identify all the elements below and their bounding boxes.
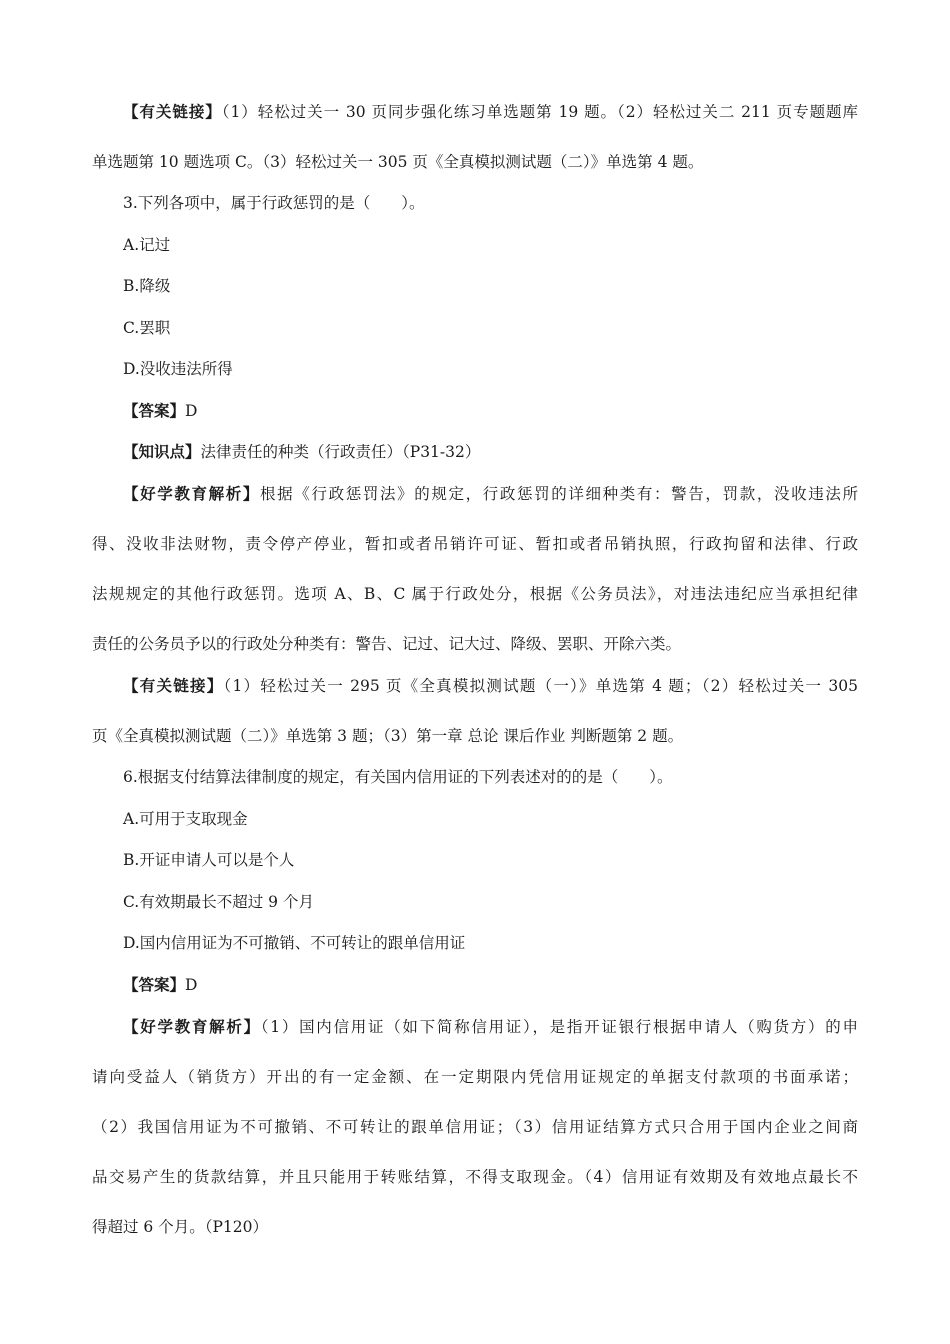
q3-option-d — [123, 359, 233, 379]
option-text: D.没收违法所得 — [123, 360, 233, 378]
q6-option-a — [123, 809, 248, 829]
label-related-links: 【有关链接】 — [123, 102, 222, 121]
paragraph-text: 法规规定的其他行政惩罚。选项 A、B、C 属于行政处分，根据《公务员法》，对违法违纪应当承担纪律 — [92, 585, 858, 603]
label-analysis: 【好学教育解析】 — [123, 484, 261, 503]
label-related-links: 【有关链接】 — [123, 676, 224, 695]
paragraph-text: 单选题第 10 题选项 C。（3）轻松过关一 305 页《全真模拟测试题（二）》单选第 4 题。 — [92, 153, 704, 171]
q6-analysis-cont-3 — [92, 1167, 858, 1187]
paragraph-text: 法律责任的种类（行政责任）（P31-32） — [200, 443, 481, 461]
q3-analysis-cont-2 — [92, 584, 858, 604]
paragraph-text: （1）国内信用证（如下简称信用证），是指开证银行根据申请人（购货方）的申 — [260, 1018, 858, 1036]
label-answer: 【答案】 — [123, 401, 186, 420]
answer-text: D — [185, 402, 198, 420]
paragraph-text: （1）轻松过关一 30 页同步强化练习单选题第 19 题。（2）轻松过关二 211 页专题题库 — [221, 103, 858, 121]
q3-option-b — [123, 276, 170, 296]
q3-option-c — [123, 318, 170, 338]
question-3 — [123, 193, 425, 213]
option-text: C.有效期最长不超过 9 个月 — [123, 893, 314, 911]
label-knowledge-point: 【知识点】 — [123, 442, 201, 461]
question-text: 6.根据支付结算法律制度的规定，有关国内信用证的下列表述对的的是（ ）。 — [123, 768, 673, 786]
paragraph-text: （2）我国信用证为不可撤销、不可转让的跟单信用证；（3）信用证结算方式只合用于国内企业之间商 — [92, 1118, 858, 1136]
related-links-1 — [123, 102, 858, 122]
paragraph-text: 责任的公务员予以的行政处分种类有：警告、记过、记大过、降级、罢职、开除六类。 — [92, 635, 682, 653]
q6-option-d — [123, 933, 465, 953]
q6-answer — [123, 975, 197, 995]
paragraph-text: 根据《行政惩罚法》的规定，行政惩罚的详细种类有：警告，罚款，没收违法所 — [260, 485, 858, 503]
q3-analysis-cont-1 — [92, 534, 858, 554]
option-text: B.开证申请人可以是个人 — [123, 851, 295, 869]
q6-option-c — [123, 892, 314, 912]
question-text: 3.下列各项中，属于行政惩罚的是（ ）。 — [123, 194, 425, 212]
q3-analysis-cont-3 — [92, 634, 681, 654]
q6-analysis-cont-4 — [92, 1217, 268, 1237]
option-text: C.罢职 — [123, 319, 171, 337]
q3-analysis — [123, 484, 858, 504]
q6-analysis-cont-2 — [92, 1117, 858, 1137]
q6-analysis — [123, 1017, 858, 1037]
option-text: A.记过 — [123, 236, 171, 254]
question-6 — [123, 767, 673, 787]
option-text: D.国内信用证为不可撤销、不可转让的跟单信用证 — [123, 934, 466, 952]
related-links-2-cont — [92, 726, 683, 746]
answer-text: D — [185, 976, 198, 994]
q3-answer — [123, 401, 197, 421]
q6-analysis-cont-1 — [92, 1067, 858, 1087]
paragraph-text: 请向受益人（销货方）开出的有一定金额、在一定期限内凭信用证规定的单据支付款项的书面承诺； — [92, 1068, 858, 1086]
paragraph-text: （1）轻松过关一 295 页《全真模拟测试题（一）》单选第 4 题；（2）轻松过关一 305 — [223, 677, 858, 695]
related-links-2 — [123, 676, 858, 696]
q3-option-a — [123, 235, 170, 255]
related-links-1-cont — [92, 152, 703, 172]
option-text: A.可用于支取现金 — [123, 810, 248, 828]
paragraph-text: 得、没收非法财物，责令停产停业，暂扣或者吊销许可证、暂扣或者吊销执照，行政拘留和法律、行政 — [92, 535, 858, 553]
label-answer: 【答案】 — [123, 975, 186, 994]
q3-knowledge-point — [123, 442, 480, 462]
paragraph-text: 得超过 6 个月。（P120） — [92, 1218, 268, 1236]
paragraph-text: 品交易产生的货款结算，并且只能用于转账结算，不得支取现金。（4）信用证有效期及有效地点最长不 — [92, 1168, 858, 1186]
q6-option-b — [123, 850, 294, 870]
paragraph-text: 页《全真模拟测试题（二）》单选第 3 题；（3）第一章 总论 课后作业 判断题第 2 题。 — [92, 727, 684, 745]
option-text: B.降级 — [123, 277, 171, 295]
label-analysis: 【好学教育解析】 — [123, 1017, 261, 1036]
